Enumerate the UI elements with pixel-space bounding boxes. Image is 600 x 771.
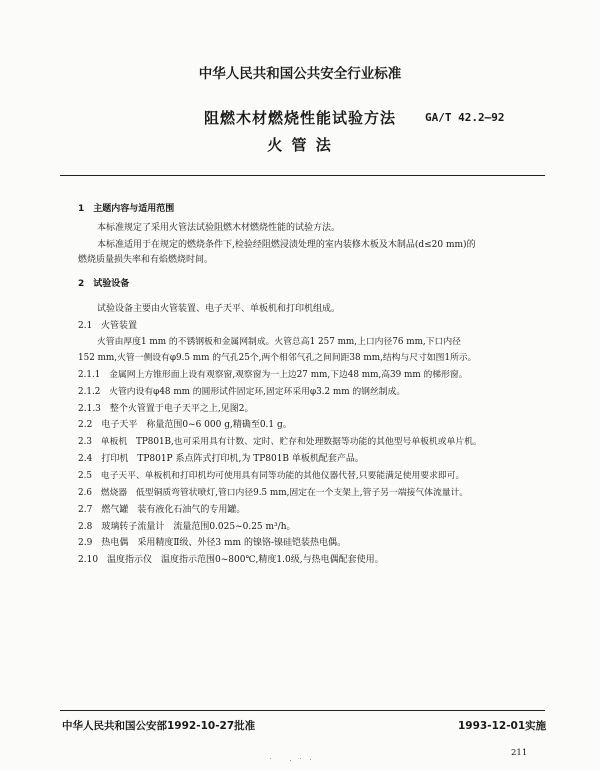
standard-number: GA/T 42.2—92 xyxy=(425,111,505,124)
doc-title: 阻燃木材燃烧性能试验方法 xyxy=(203,109,396,127)
section-1-paragraph-2: 本标准适用于在规定的燃烧条件下,检验经阻燃浸渍处理的室内装修木板及木制品(d≤20 mm)的 xyxy=(97,240,476,250)
item-2-1-2: 2.1.2 火管内设有φ48 mm 的圆形试件固定环,固定环采用φ3.2 mm 的钢丝制成。 xyxy=(78,387,406,397)
item-2-6: 2.6 燃烧器 低型铜质弯管状喷灯,管口内径9.5 mm,固定在一个支架上,管子另一端接气体流量计。 xyxy=(78,488,469,498)
approval-line: 中华人民共和国公安部1992-10-27批准 xyxy=(62,720,256,732)
item-2-1-title: 火管装置 xyxy=(101,321,138,331)
item-2-5: 2.5 电子天平、单板机和打印机均可使用具有同等功能的其他仪器代替,只要能满足使用要求即可。 xyxy=(78,471,465,481)
scan-speck xyxy=(290,760,291,761)
page-number: 211 xyxy=(511,748,528,758)
section-1-paragraph-1: 本标准规定了采用火管法试验阻燃木材燃烧性能的试验方法。 xyxy=(97,223,341,233)
item-2-1-1: 2.1.1 金属网上方锥形面上设有观察窗,观察窗为一上边27 mm,下边48 mm,高39 mm 的梯形窗。 xyxy=(78,370,468,380)
item-2-2: 2.2 电子天平 称量范围0~6 000 g,精确至0.1 g。 xyxy=(78,420,292,430)
scan-speck xyxy=(310,759,311,760)
footer-divider xyxy=(60,710,545,711)
item-2-9: 2.9 热电偶 采用精度Ⅱ级、外径3 mm 的镍铬-镍硅铠装热电偶。 xyxy=(78,538,346,548)
scan-speck xyxy=(270,758,271,759)
section-1-paragraph-2-cont: 燃烧质量损失率和有焰燃烧时间。 xyxy=(78,255,214,265)
doc-subtitle: 火 管 法 xyxy=(267,136,333,154)
item-2-7: 2.7 燃气罐 装有液化石油气的专用罐。 xyxy=(78,505,246,515)
item-2-1-line-1: 火管由厚度1 mm 的不锈钢板和金属网制成。火管总高1 257 mm,上口内径76 mm,下口内径 xyxy=(97,337,461,347)
item-2-3: 2.3 单板机 TP801B,也可采用具有计数、定时、贮存和处理数据等功能的其他型号单板机或单片机。 xyxy=(78,437,482,447)
item-2-4: 2.4 打印机 TP801P 系点阵式打印机,为 TP801B 单板机配套产品。 xyxy=(78,454,364,464)
section-2-intro: 试验设备主要由火管装置、电子天平、单板机和打印机组成。 xyxy=(97,304,341,314)
effective-date: 1993-12-01实施 xyxy=(458,720,547,732)
scan-speck xyxy=(300,758,301,759)
item-2-1-line-2: 152 mm,火管一侧设有φ9.5 mm 的气孔25个,两个相邻气孔之间间距38 mm,结构与尺寸如图1所示。 xyxy=(78,353,477,363)
section-1-heading: 1 主题内容与适用范围 xyxy=(78,204,175,214)
item-2-8: 2.8 玻璃转子流量计 流量范围0.025~0.25 m³/h。 xyxy=(78,522,296,532)
item-2-1-number: 2.1 xyxy=(78,321,93,331)
item-2-10: 2.10 温度指示仪 温度指示范围0~800℃,精度1.0级,与热电偶配套使用。 xyxy=(78,555,384,565)
header-divider xyxy=(60,175,545,176)
org-title: 中华人民共和国公共安全行业标准 xyxy=(198,66,402,82)
section-2-heading: 2 试验设备 xyxy=(78,279,130,289)
item-2-1-3: 2.1.3 整个火管置于电子天平之上,见图2。 xyxy=(78,404,254,414)
